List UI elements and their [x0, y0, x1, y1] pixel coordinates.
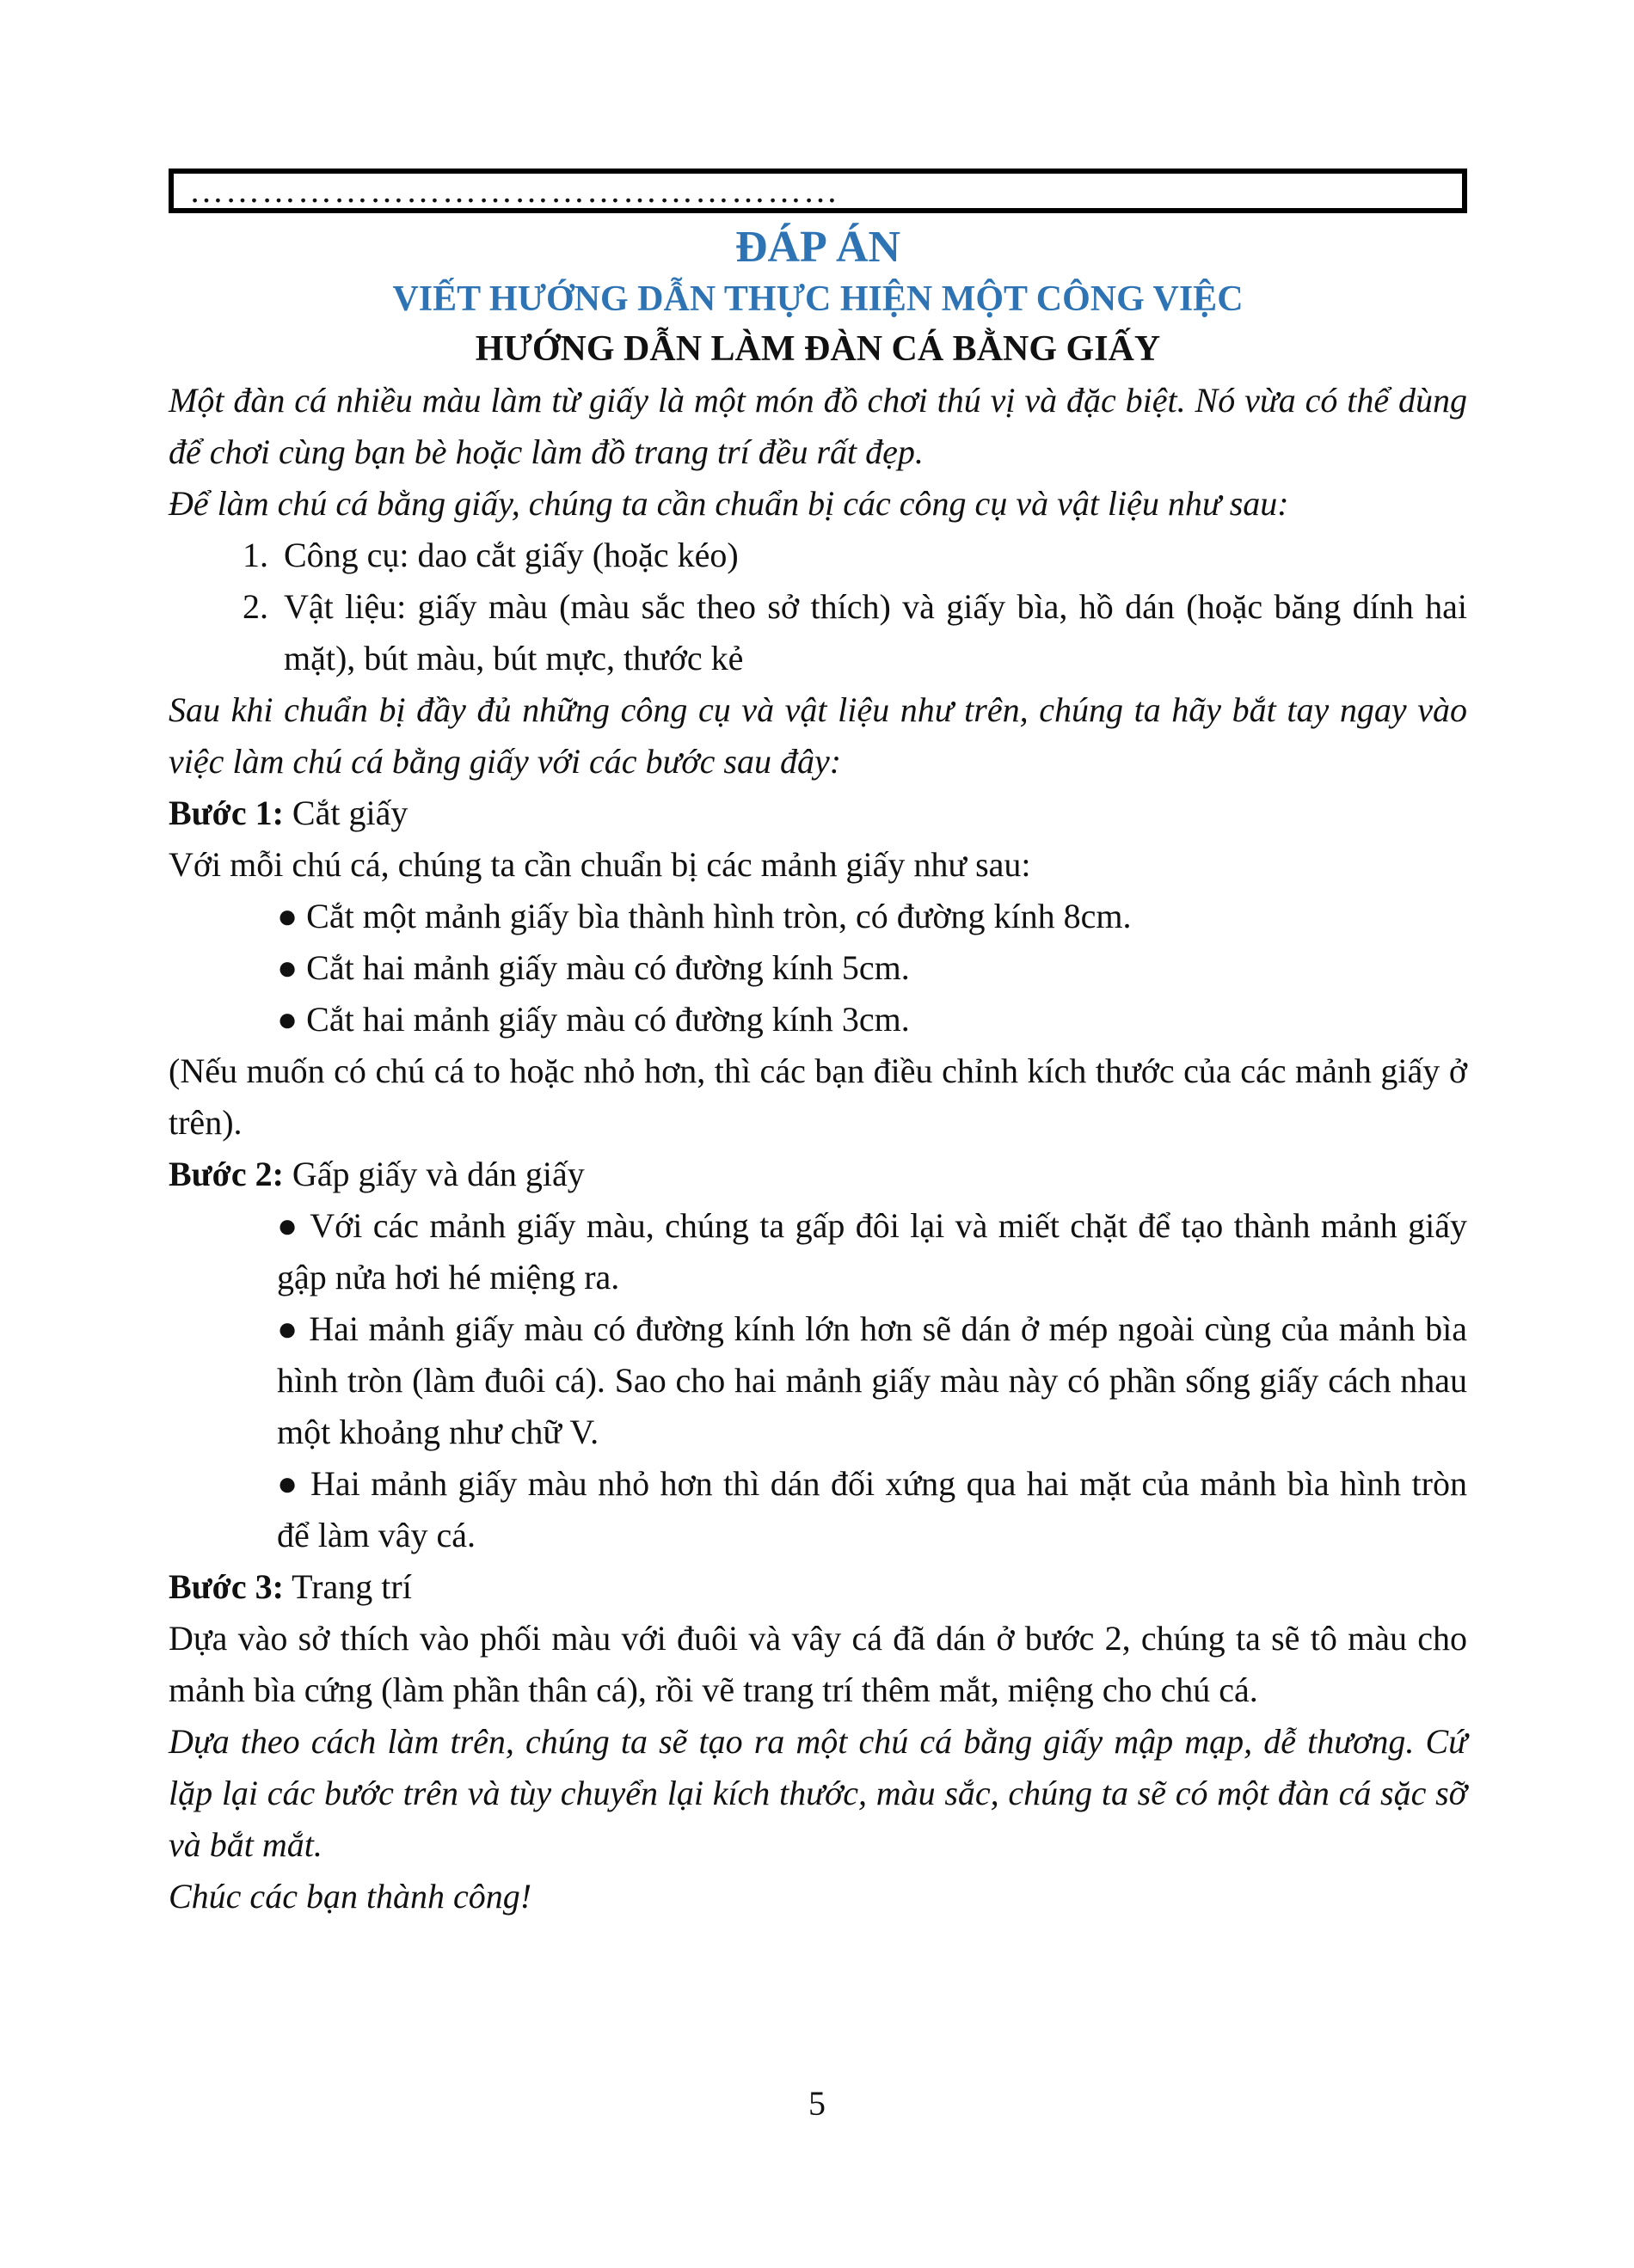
closing-wish: Chúc các bạn thành công! [169, 1877, 532, 1916]
step-2-heading [169, 1149, 1467, 1200]
answer-title: ĐÁP ÁN [734, 223, 901, 272]
step-2-label: Bước 2: [169, 1155, 284, 1193]
document-title: HƯỚNG DẪN LÀM ĐÀN CÁ BẰNG GIẤY [475, 329, 1161, 369]
preparation-paragraph: Để làm chú cá bằng giấy, chúng ta cần chuẩn bị các công cụ và vật liệu như sau: [169, 484, 1289, 523]
materials-item-tools: 1. Công cụ: dao cắt giấy (hoặc kéo) [277, 530, 1467, 581]
step-2-title: Gấp giấy và dán giấy [283, 1155, 585, 1193]
step-1-bullet: ● Cắt hai mảnh giấy màu có đường kính 5cm. [277, 948, 910, 987]
step-1-intro: Với mỗi chú cá, chúng ta cần chuẩn bị các mảnh giấy như sau: [169, 845, 1031, 884]
step-1-heading [169, 788, 1467, 839]
step-2-bullet: ● Với các mảnh giấy màu, chúng ta gấp đôi lại và miết chặt để tạo thành mảnh giấy gập nửa hơi hé miệng ra. [277, 1206, 1467, 1296]
materials-list [169, 530, 1467, 684]
step-2-bullet: ● Hai mảnh giấy màu có đường kính lớn hơn sẽ dán ở mép ngoài cùng của mảnh bìa hình tròn (làm đuôi cá). Sao cho hai mảnh giấy màu này có phần sống giấy cách nhau một khoảng như chữ V. [277, 1309, 1467, 1451]
step-1-title: Cắt giấy [283, 794, 408, 832]
dotted-answer-box [169, 169, 1467, 213]
step-3-title: Trang trí [283, 1567, 412, 1606]
conclusion-paragraph: Dựa theo cách làm trên, chúng ta sẽ tạo ra một chú cá bằng giấy mập mạp, dễ thương. Cứ lặp lại các bước trên và tùy chuyển lại kích thước, màu sắc, chúng ta sẽ có một đàn cá sặc sỡ và bắt mắt. [169, 1722, 1467, 1864]
step-3-heading [169, 1561, 1467, 1613]
step-1-label: Bước 1: [169, 794, 284, 832]
intro-paragraph: Một đàn cá nhiều màu làm từ giấy là một món đồ chơi thú vị và đặc biệt. Nó vừa có thể dùng để chơi cùng bạn bè hoặc làm đồ trang trí đều rất đẹp. [169, 381, 1467, 471]
step-3-label: Bước 3: [169, 1567, 284, 1606]
document-page [169, 169, 1467, 1922]
step-2-bullet: ● Hai mảnh giấy màu nhỏ hơn thì dán đối xứng qua hai mặt của mảnh bìa hình tròn để làm vây cá. [277, 1464, 1467, 1554]
dotted-line-text: ……………………………………………… [189, 171, 839, 210]
step-1-note: (Nếu muốn có chú cá to hoặc nhỏ hơn, thì các bạn điều chỉnh kích thước của các mảnh giấy ở trên). [169, 1051, 1467, 1142]
assignment-subtitle: VIẾT HƯỚNG DẪN THỰC HIỆN MỘT CÔNG VIỆC [392, 279, 1244, 319]
materials-item-supplies: 2. Vật liệu: giấy màu (màu sắc theo sở thích) và giấy bìa, hồ dán (hoặc băng dính hai mặt), bút màu, bút mực, thước kẻ [277, 581, 1467, 684]
step-3-text: Dựa vào sở thích vào phối màu với đuôi và vây cá đã dán ở bước 2, chúng ta sẽ tô màu cho mảnh bìa cứng (làm phần thân cá), rồi vẽ trang trí thêm mắt, miệng cho chú cá. [169, 1619, 1467, 1709]
step-1-bullet: ● Cắt hai mảnh giấy màu có đường kính 3cm. [277, 1000, 910, 1039]
transition-paragraph: Sau khi chuẩn bị đầy đủ những công cụ và vật liệu như trên, chúng ta hãy bắt tay ngay vào việc làm chú cá bằng giấy với các bước sau đây: [169, 690, 1467, 781]
step-1-bullet: ● Cắt một mảnh giấy bìa thành hình tròn, có đường kính 8cm. [277, 897, 1132, 935]
page-number: 5 [808, 2084, 826, 2123]
